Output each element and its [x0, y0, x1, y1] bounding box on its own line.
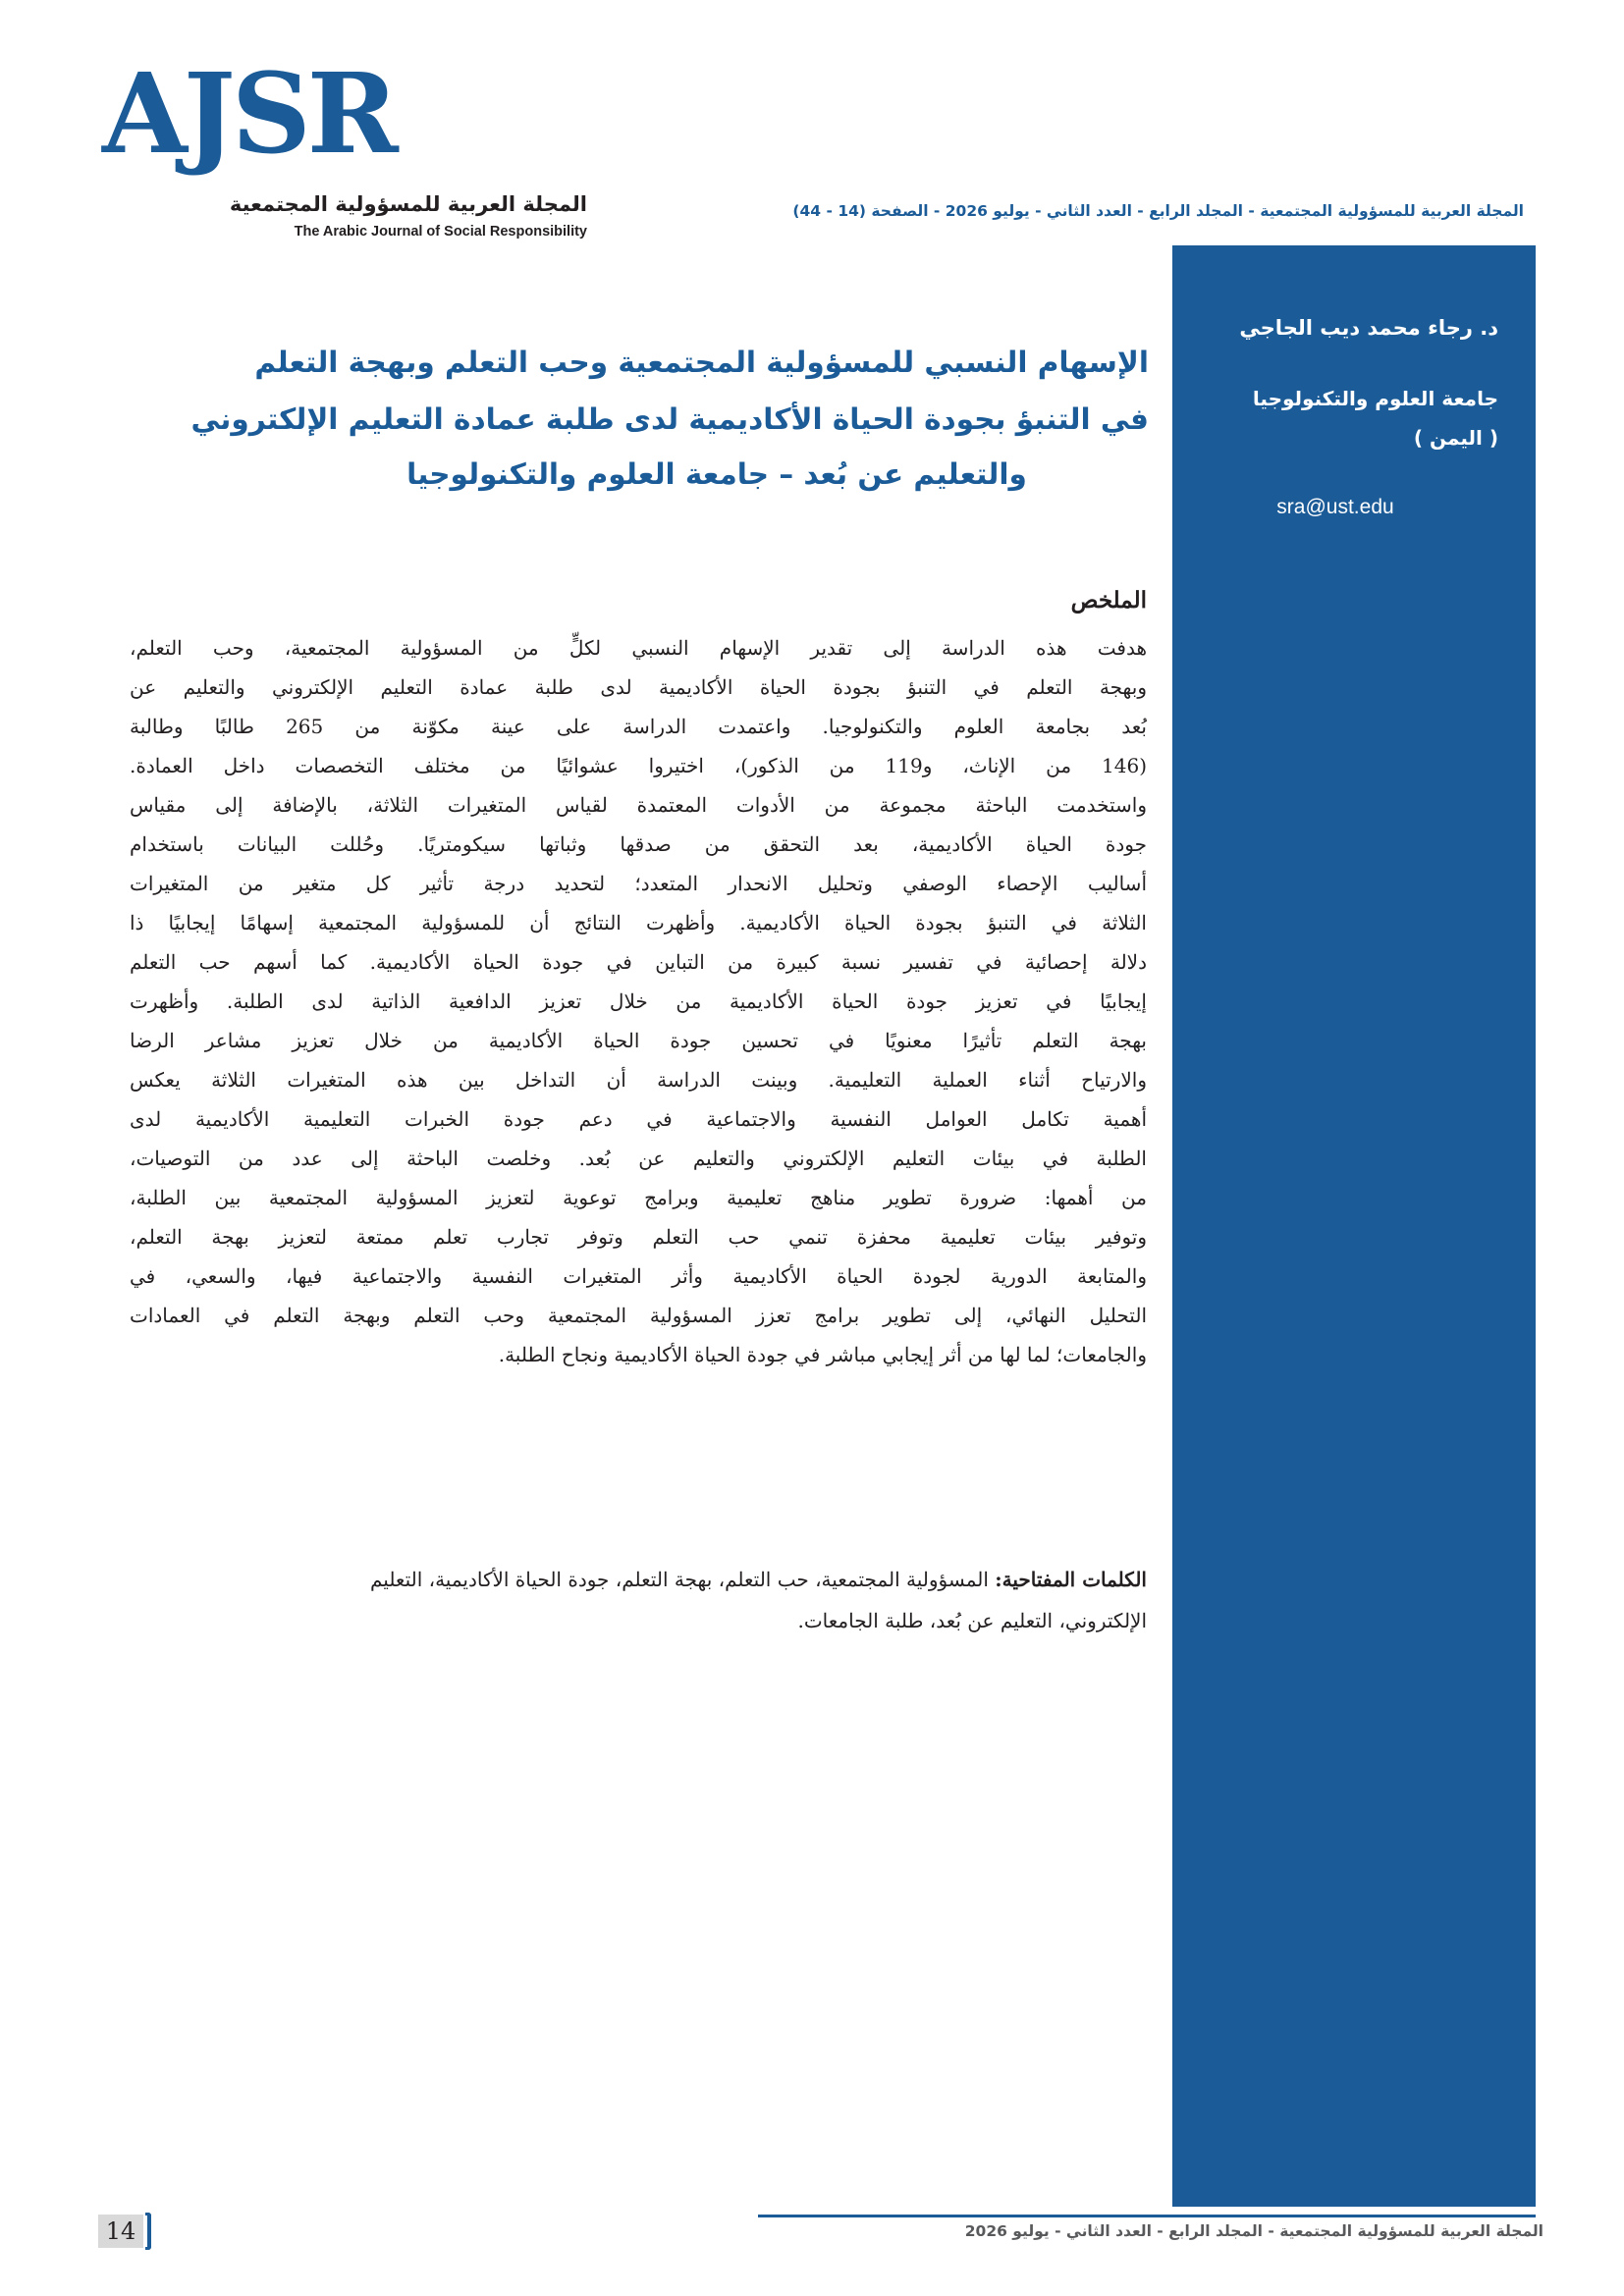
page-number-bracket	[145, 2213, 151, 2250]
journal-name-arabic: المجلة العربية للمسؤولية المجتمعية	[229, 192, 587, 216]
abstract-line: هدفت هذه الدراسة إلى تقدير الإسهام النسبي لكلٍّ من المسؤولية المجتمعية، وحب التعلم،	[130, 636, 1147, 660]
article-title-line: الإسهام النسبي للمسؤولية المجتمعية وحب التعلم وبهجة التعلم	[254, 346, 1149, 379]
keywords-section	[157, 1559, 1147, 1641]
abstract-line: بهجة التعلم تأثيرًا معنويًا في تحسين جودة الحياة الأكاديمية من خلال تعزيز مشاعر الرضا	[130, 1029, 1147, 1052]
article-title-line: في التنبؤ بجودة الحياة الأكاديمية لدى طلبة عمادة التعليم الإلكتروني	[190, 402, 1149, 436]
footer-citation: المجلة العربية للمسؤولية المجتمعية - المجلد الرابع - العدد الثاني - يوليو 2026	[964, 2222, 1543, 2240]
page-number: 14	[98, 2215, 143, 2248]
abstract-line: بُعد بجامعة العلوم والتكنولوجيا. واعتمدت الدراسة على عينة مكوّنة من 265 طالبًا وطالبة	[130, 715, 1147, 738]
abstract-line: دلالة إحصائية في تفسير نسبة كبيرة من التباين في جودة الحياة الأكاديمية. كما أسهم حب التعلم	[130, 950, 1147, 974]
abstract-line: واستخدمت الباحثة مجموعة من الأدوات المعتمدة لقياس المتغيرات الثلاثة، بالإضافة إلى مقياس	[130, 793, 1147, 817]
journal-name-english: The Arabic Journal of Social Responsibility	[294, 224, 587, 240]
author-country: ( اليمن )	[1413, 426, 1498, 450]
author-name: د. رجاء محمد ديب الجاجي	[1239, 316, 1498, 340]
abstract-line: أساليب الإحصاء الوصفي وتحليل الانحدار المتعدد؛ لتحديد درجة تأثير كل متغير من المتغيرات	[130, 872, 1147, 895]
abstract-line: والمتابعة الدورية لجودة الحياة الأكاديمية وأثر المتغيرات النفسية والاجتماعية فيها، والسعي، في	[130, 1264, 1147, 1288]
abstract-line: من أهمها: ضرورة تطوير مناهج تعليمية وبرامج توعوية لتعزيز المسؤولية المجتمعية بين الطلبة،	[130, 1186, 1147, 1209]
author-email-link[interactable]: sra@ust.edu	[1276, 496, 1394, 518]
abstract-heading: الملخص	[1070, 587, 1147, 614]
abstract-line: الطلبة في بيئات التعليم الإلكتروني والتعليم عن بُعد. وخلصت الباحثة إلى عدد من التوصيات،	[130, 1147, 1147, 1170]
abstract-line: إيجابيًا في تعزيز جودة الحياة الأكاديمية من خلال تعزيز الدافعية الذاتية لدى الطلبة. وأظهرت	[130, 989, 1147, 1013]
abstract-line: وتوفير بيئات تعليمية محفزة تنمي حب التعلم وتوفر تجارب تعلم ممتعة لتعزيز بهجة التعلم،	[130, 1225, 1147, 1249]
abstract-line: جودة الحياة الأكاديمية، بعد التحقق من صدقها وثباتها سيكومتريًا. وحُللت البيانات باستخدام	[130, 832, 1147, 856]
header-citation: المجلة العربية للمسؤولية المجتمعية - المجلد الرابع - العدد الثاني - يوليو 2026 - الصفحة (14 - 44)	[792, 202, 1524, 220]
journal-logo-wordmark: AJSR	[102, 50, 395, 179]
article-title-line: والتعليم عن بُعد – جامعة العلوم والتكنولوجيا	[406, 457, 1027, 491]
abstract-line: وبهجة التعلم في التنبؤ بجودة الحياة الأكاديمية لدى طلبة عمادة التعليم الإلكتروني والتعليم عن	[130, 675, 1147, 699]
keywords-line	[157, 1559, 1147, 1600]
abstract-line: (146 من الإناث، و119 من الذكور)، اختيروا عشوائيًا من مختلف التخصصات داخل العمادة.	[130, 754, 1147, 777]
author-affiliation: جامعة العلوم والتكنولوجيا	[1252, 387, 1498, 410]
abstract-line: التحليل النهائي، إلى تطوير برامج تعزز المسؤولية المجتمعية وحب التعلم وبهجة التعلم في العمادات	[130, 1304, 1147, 1327]
keywords-list: المسؤولية المجتمعية، حب التعلم، بهجة التعلم، جودة الحياة الأكاديمية، التعليم	[369, 1568, 996, 1591]
keywords-label: الكلمات المفتاحية:	[995, 1568, 1147, 1591]
author-sidebar	[1172, 245, 1536, 2207]
abstract-line: والارتياح أثناء العملية التعليمية. وبينت الدراسة أن التداخل بين هذه المتغيرات الثلاثة يعكس	[130, 1068, 1147, 1092]
abstract-line: والجامعات؛ لما لها من أثر إيجابي مباشر في جودة الحياة الأكاديمية ونجاح الطلبة.	[498, 1343, 1147, 1366]
abstract-line: الثلاثة في التنبؤ بجودة الحياة الأكاديمية. وأظهرت النتائج أن للمسؤولية المجتمعية إسهامًا إيجابيًا ذا	[130, 911, 1147, 934]
footer-divider	[758, 2215, 1536, 2217]
abstract-line: أهمية تكامل العوامل النفسية والاجتماعية في دعم جودة الخبرات التعليمية الأكاديمية لدى	[130, 1107, 1147, 1131]
keywords-line: الإلكتروني، التعليم عن بُعد، طلبة الجامعات.	[797, 1609, 1147, 1632]
abstract-body	[130, 628, 1147, 1374]
